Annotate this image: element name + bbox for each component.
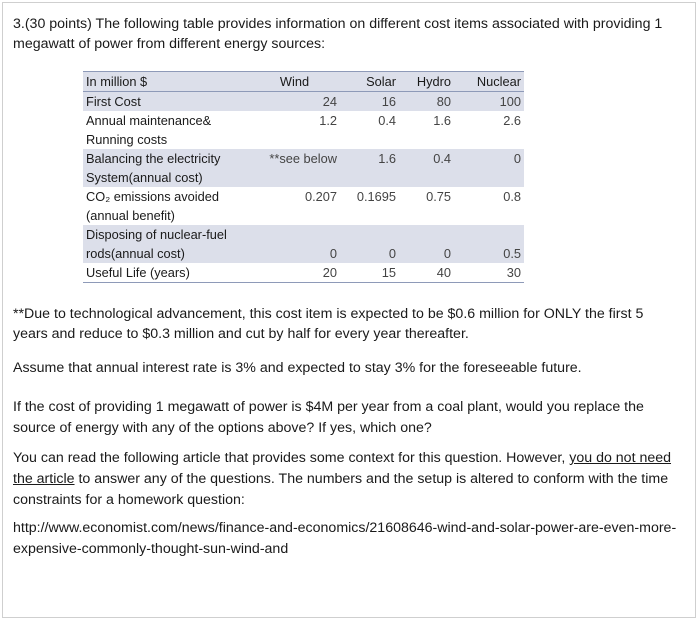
row-label: First Cost: [83, 92, 249, 112]
cell-nuclear: 100: [454, 92, 524, 112]
table-header-row: [83, 72, 524, 92]
cell-solar: 15: [340, 263, 399, 283]
cell-nuclear: 30: [454, 263, 524, 283]
cell-hydro: 0: [399, 225, 454, 263]
cell-solar: 0.4: [378, 113, 396, 128]
table-row: [83, 187, 524, 225]
question-text: 3.(30 points) The following table provides information on different cost items associated with providing 1 megawatt of power from different energy sources:: [13, 16, 663, 52]
cell-solar: 0.1695: [356, 189, 396, 204]
row-label: Balancing the electricity System(annual cost): [83, 149, 249, 187]
cell-hydro: 40: [399, 263, 454, 283]
cost-table: [83, 71, 524, 283]
article-underlined-text: you do not need the article: [13, 450, 672, 487]
cell-nuclear: 0.8: [503, 189, 521, 204]
cell-solar: 0: [340, 225, 399, 263]
row-label: Disposing of nuclear-fuel rods(annual cost): [83, 225, 249, 263]
cell-hydro: 0.75: [426, 189, 451, 204]
interest-assumption: Assume that annual interest rate is 3% and expected to stay 3% for the foreseeable future.: [13, 360, 582, 376]
header-solar: Solar: [340, 72, 399, 92]
cell-nuclear: 0.5: [454, 225, 524, 263]
row-label: CO₂ emissions avoided (annual benefit): [86, 189, 219, 223]
cell-wind: **see below: [249, 149, 340, 187]
table-row: [83, 225, 524, 263]
header-hydro: Hydro: [399, 72, 454, 92]
cell-wind: 20: [249, 263, 340, 283]
article-text-after: to answer any of the questions. The numbers and the setup is altered to conform with the time constraints for a homework question:: [13, 471, 669, 508]
table-row: [83, 111, 524, 149]
table-row: [83, 92, 524, 112]
cell-hydro: 80: [399, 92, 454, 112]
footnote: **Due to technological advancement, this cost item is expected to be $0.6 million for ONLY the first 5 years and reduce to $0.3 million and cut by half for every year thereafter.: [13, 306, 644, 342]
table-row: [83, 149, 524, 187]
cell-wind: 0: [249, 225, 340, 263]
cell-nuclear: 2.6: [503, 113, 521, 128]
row-label: Annual maintenance& Running costs: [86, 113, 212, 147]
cell-hydro: 1.6: [433, 113, 451, 128]
row-label: Useful Life (years): [83, 263, 249, 283]
article-text-before: You can read the following article that provides some context for this question. However,: [13, 450, 570, 466]
header-wind: Wind: [249, 72, 340, 92]
coal-question: If the cost of providing 1 megawatt of power is $4M per year from a coal plant, would you replace the source of energy with any of the options above? If yes, which one?: [13, 399, 644, 436]
cell-solar: 1.6: [340, 149, 399, 187]
cell-hydro: 0.4: [399, 149, 454, 187]
article-paragraph: [13, 448, 685, 511]
table-row: [83, 263, 524, 283]
article-url: http://www.economist.com/news/finance-and-economics/21608646-wind-and-solar-power-are-even-more-expensive-commonly-thought-sun-wind-and: [13, 520, 677, 557]
cell-wind: 0.207: [304, 189, 337, 204]
cell-wind: 24: [249, 92, 340, 112]
cell-solar: 16: [340, 92, 399, 112]
header-unit: In million $: [83, 72, 249, 92]
header-nuclear: Nuclear: [454, 72, 524, 92]
cell-nuclear: 0: [454, 149, 524, 187]
cell-wind: 1.2: [319, 113, 337, 128]
